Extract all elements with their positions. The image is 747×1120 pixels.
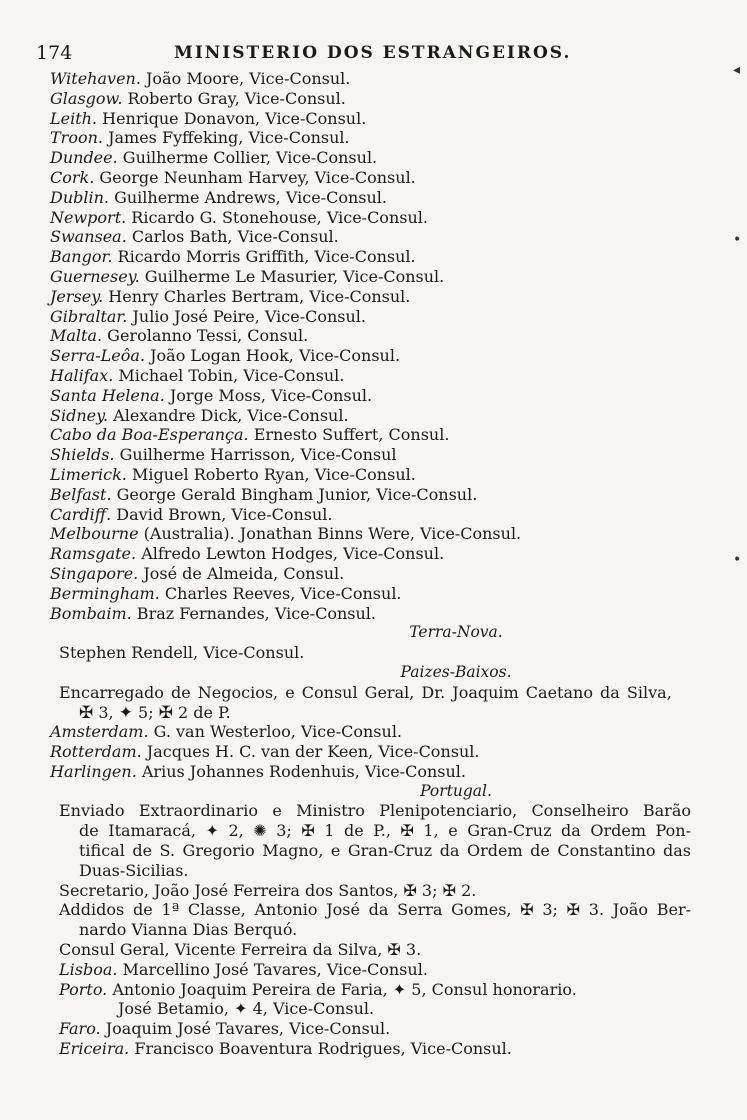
list-entry — [0, 1039, 747, 1059]
portugal-paragraph-line: tifical de S. Gregorio Magno, e Gran-Cruz da Ordem de Constantino das — [79, 841, 691, 861]
list-entry — [0, 742, 747, 762]
entry-text: Guilherme Andrews, Vice-Consul. — [109, 187, 387, 207]
page-number: 174 — [36, 42, 73, 64]
entry-text: Henry Charles Bertram, Vice-Consul. — [103, 286, 411, 306]
entry-text: João Logan Hook, Vice-Consul. — [145, 346, 401, 366]
entry-text: Guilherme Harrisson, Vice-Consul — [114, 445, 397, 465]
place-name: Singapore. — [50, 563, 139, 583]
decoration-text: 5; — [132, 702, 159, 722]
place-name: Faro. — [59, 1019, 101, 1039]
page-body — [0, 69, 747, 1059]
decoration-text: 3, — [93, 702, 119, 722]
entry-text: Charles Reeves, Vice-Consul. — [159, 583, 402, 603]
entry-text: Alfredo Lewton Hodges, Vice-Consul. — [136, 544, 445, 564]
list-entry — [0, 188, 747, 208]
entry-text: Jacques H. C. van der Keen, Vice-Consul. — [141, 742, 480, 762]
place-name: Jersey. — [50, 286, 104, 306]
margin-mark: • — [733, 552, 742, 568]
place-name: Rotterdam. — [50, 742, 142, 762]
list-entry — [0, 89, 747, 109]
place-name: Swansea. — [50, 227, 127, 247]
paizes-baixos-list — [0, 722, 747, 781]
list-entry — [0, 287, 747, 307]
entry-text: João Moore, Vice-Consul. — [140, 69, 351, 88]
entry-text: Antonio Joaquim Pereira de Faria, ✦ 5, Consul honorario. — [107, 979, 577, 999]
place-name: Bermingham. — [50, 583, 160, 603]
entry-text: Henrique Donavon, Vice-Consul. — [97, 108, 367, 128]
list-entry — [0, 425, 747, 445]
place-name: Belfast. — [50, 484, 112, 504]
place-name: Dublin. — [50, 187, 109, 207]
entry-text: Francisco Boaventura Rodrigues, Vice-Consul. — [129, 1039, 512, 1059]
list-entry — [0, 960, 747, 980]
list-entry — [0, 208, 747, 228]
list-entry — [0, 564, 747, 584]
portugal-paragraph — [0, 801, 747, 959]
place-name: Amsterdam. — [50, 722, 149, 742]
entry-text: Braz Fernandes, Vice-Consul. — [131, 603, 376, 623]
paizes-baixos-paragraph-line-2 — [0, 703, 747, 723]
list-entry — [0, 604, 747, 624]
entry-text: Carlos Bath, Vice-Consul. — [126, 227, 339, 247]
place-name: Malta. — [50, 326, 103, 346]
entry-text: George Neunham Harvey, Vice-Consul. — [94, 167, 416, 187]
place-name: Cabo da Boa-Esperança. — [50, 425, 249, 445]
entry-text: David Brown, Vice-Consul. — [111, 504, 333, 524]
entry-text: Guilherme Collier, Vice-Consul. — [117, 148, 378, 168]
list-entry — [0, 346, 747, 366]
list-entry — [0, 465, 747, 485]
list-entry — [0, 326, 747, 346]
entry-text: Ricardo G. Stonehouse, Vice-Consul. — [126, 207, 428, 227]
list-entry — [0, 227, 747, 247]
entry-text: José Betamio, ✦ 4, Vice-Consul. — [118, 999, 375, 1019]
place-name: Ramsgate. — [50, 544, 137, 564]
portugal-paragraph-line: de Itamaracá, ✦ 2, ✺ 3; ✠ 1 de P., ✠ 1, e Gran-Cruz da Ordem Pon- — [79, 821, 691, 841]
medal-order-icon: ✦ — [118, 702, 133, 723]
section-heading-portugal: Portugal. — [420, 781, 492, 800]
place-name: Ericeira. — [59, 1039, 130, 1059]
entry-text: James Fyffeking, Vice-Consul. — [102, 128, 350, 148]
entry-text: Arius Johannes Rodenhuis, Vice-Consul. — [136, 761, 466, 781]
place-name: Troon. — [50, 128, 103, 148]
list-entry — [0, 999, 747, 1019]
cross-order-icon: ✠ — [158, 702, 173, 723]
entry-text: Miguel Roberto Ryan, Vice-Consul. — [126, 464, 416, 484]
place-name: Cardiff. — [50, 504, 112, 524]
portugal-paragraph-line: Secretario, João José Ferreira dos Santos, ✠ 3; ✠ 2. — [59, 880, 477, 900]
decoration-text: 2 de P. — [172, 702, 231, 722]
entry-text: Marcellino José Tavares, Vice-Consul. — [117, 959, 428, 979]
entry-text: Jorge Moss, Vice-Consul. — [164, 385, 373, 405]
list-entry — [0, 267, 747, 287]
place-name: Halifax. — [50, 365, 114, 385]
place-name: Dundee. — [50, 148, 118, 168]
entry-text: Michael Tobin, Vice-Consul. — [113, 365, 345, 385]
portugal-paragraph-line: Addidos de 1ª Classe, Antonio José da Serra Gomes, ✠ 3; ✠ 3. João Ber- — [59, 900, 691, 920]
list-entry — [0, 584, 747, 604]
paizes-baixos-paragraph-line-1: Encarregado de Negocios, e Consul Geral, Dr. Joaquim Caetano da Silva, — [59, 682, 672, 702]
list-entry — [0, 1019, 747, 1039]
list-entry — [0, 762, 747, 782]
place-name: Santa Helena. — [50, 385, 165, 405]
cross-order-icon: ✠ — [79, 702, 94, 723]
list-entry — [0, 128, 747, 148]
list-entry — [0, 148, 747, 168]
place-name: Witehaven. — [50, 69, 141, 88]
entry-text: Ricardo Morris Griffith, Vice-Consul. — [112, 247, 416, 267]
place-name: Limerick. — [50, 464, 127, 484]
margin-mark: • — [733, 232, 742, 248]
place-name: Lisboa. — [59, 959, 118, 979]
place-name: Serra-Leôa. — [50, 346, 146, 366]
running-title: MINISTERIO DOS ESTRANGEIROS. — [174, 43, 572, 63]
place-name: Gibraltar. — [50, 306, 128, 326]
list-entry — [0, 445, 747, 465]
portugal-paragraph-line: nardo Vianna Dias Berquó. — [79, 920, 298, 940]
entry-text: Alexandre Dick, Vice-Consul. — [108, 405, 349, 425]
list-entry — [0, 366, 747, 386]
list-entry — [0, 980, 747, 1000]
list-entry — [0, 386, 747, 406]
margin-mark: ◂ — [733, 62, 741, 78]
entry-text: G. van Westerloo, Vice-Consul. — [148, 722, 403, 742]
list-entry — [0, 168, 747, 188]
place-name: Sidney. — [50, 405, 109, 425]
entry-text: Julio José Peire, Vice-Consul. — [127, 306, 367, 326]
entry-text: Joaquim José Tavares, Vice-Consul. — [100, 1019, 391, 1039]
list-entry — [0, 722, 747, 742]
page-header — [36, 42, 736, 68]
portugal-paragraph-line: Consul Geral, Vicente Ferreira da Silva, ✠ 3. — [59, 940, 422, 960]
section-heading-paizes-baixos: Paizes-Baixos. — [400, 662, 512, 681]
list-entry — [0, 247, 747, 267]
entry-text: (Australia). Jonathan Binns Were, Vice-Consul. — [138, 524, 522, 544]
portugal-list — [0, 960, 747, 1059]
entry-text: Ernesto Suffert, Consul. — [248, 425, 450, 445]
entry-text: George Gerald Bingham Junior, Vice-Consul. — [111, 484, 478, 504]
entry-text: José de Almeida, Consul. — [138, 563, 345, 583]
entry-text: Gerolanno Tessi, Consul. — [102, 326, 309, 346]
terra-nova-entry: Stephen Rendell, Vice-Consul. — [59, 643, 305, 663]
place-name: Shields. — [50, 445, 115, 465]
place-name: Cork. — [50, 167, 95, 187]
section-heading-terra-nova: Terra-Nova. — [409, 623, 503, 642]
uk-consuls-list — [0, 69, 747, 623]
list-entry — [0, 406, 747, 426]
place-name: Melbourne — [50, 524, 139, 544]
place-name: Bangor. — [50, 247, 113, 267]
portugal-paragraph-line: Enviado Extraordinario e Ministro Plenipotenciario, Conselheiro Barão — [59, 801, 691, 821]
list-entry — [0, 307, 747, 327]
entry-text: Guilherme Le Masurier, Vice-Consul. — [139, 266, 445, 286]
list-entry — [0, 109, 747, 129]
list-entry — [0, 524, 747, 544]
place-name: Glasgow. — [50, 88, 123, 108]
place-name: Porto. — [59, 979, 108, 999]
entry-text: Roberto Gray, Vice-Consul. — [122, 88, 346, 108]
list-entry — [0, 505, 747, 525]
list-entry — [0, 544, 747, 564]
place-name: Guernesey. — [50, 266, 140, 286]
place-name: Bombaim. — [50, 603, 132, 623]
list-entry — [0, 485, 747, 505]
place-name: Newport. — [50, 207, 127, 227]
list-entry — [0, 69, 747, 89]
portugal-paragraph-line: Duas-Sicilias. — [79, 860, 189, 880]
place-name: Leith. — [50, 108, 98, 128]
place-name: Harlingen. — [50, 761, 137, 781]
